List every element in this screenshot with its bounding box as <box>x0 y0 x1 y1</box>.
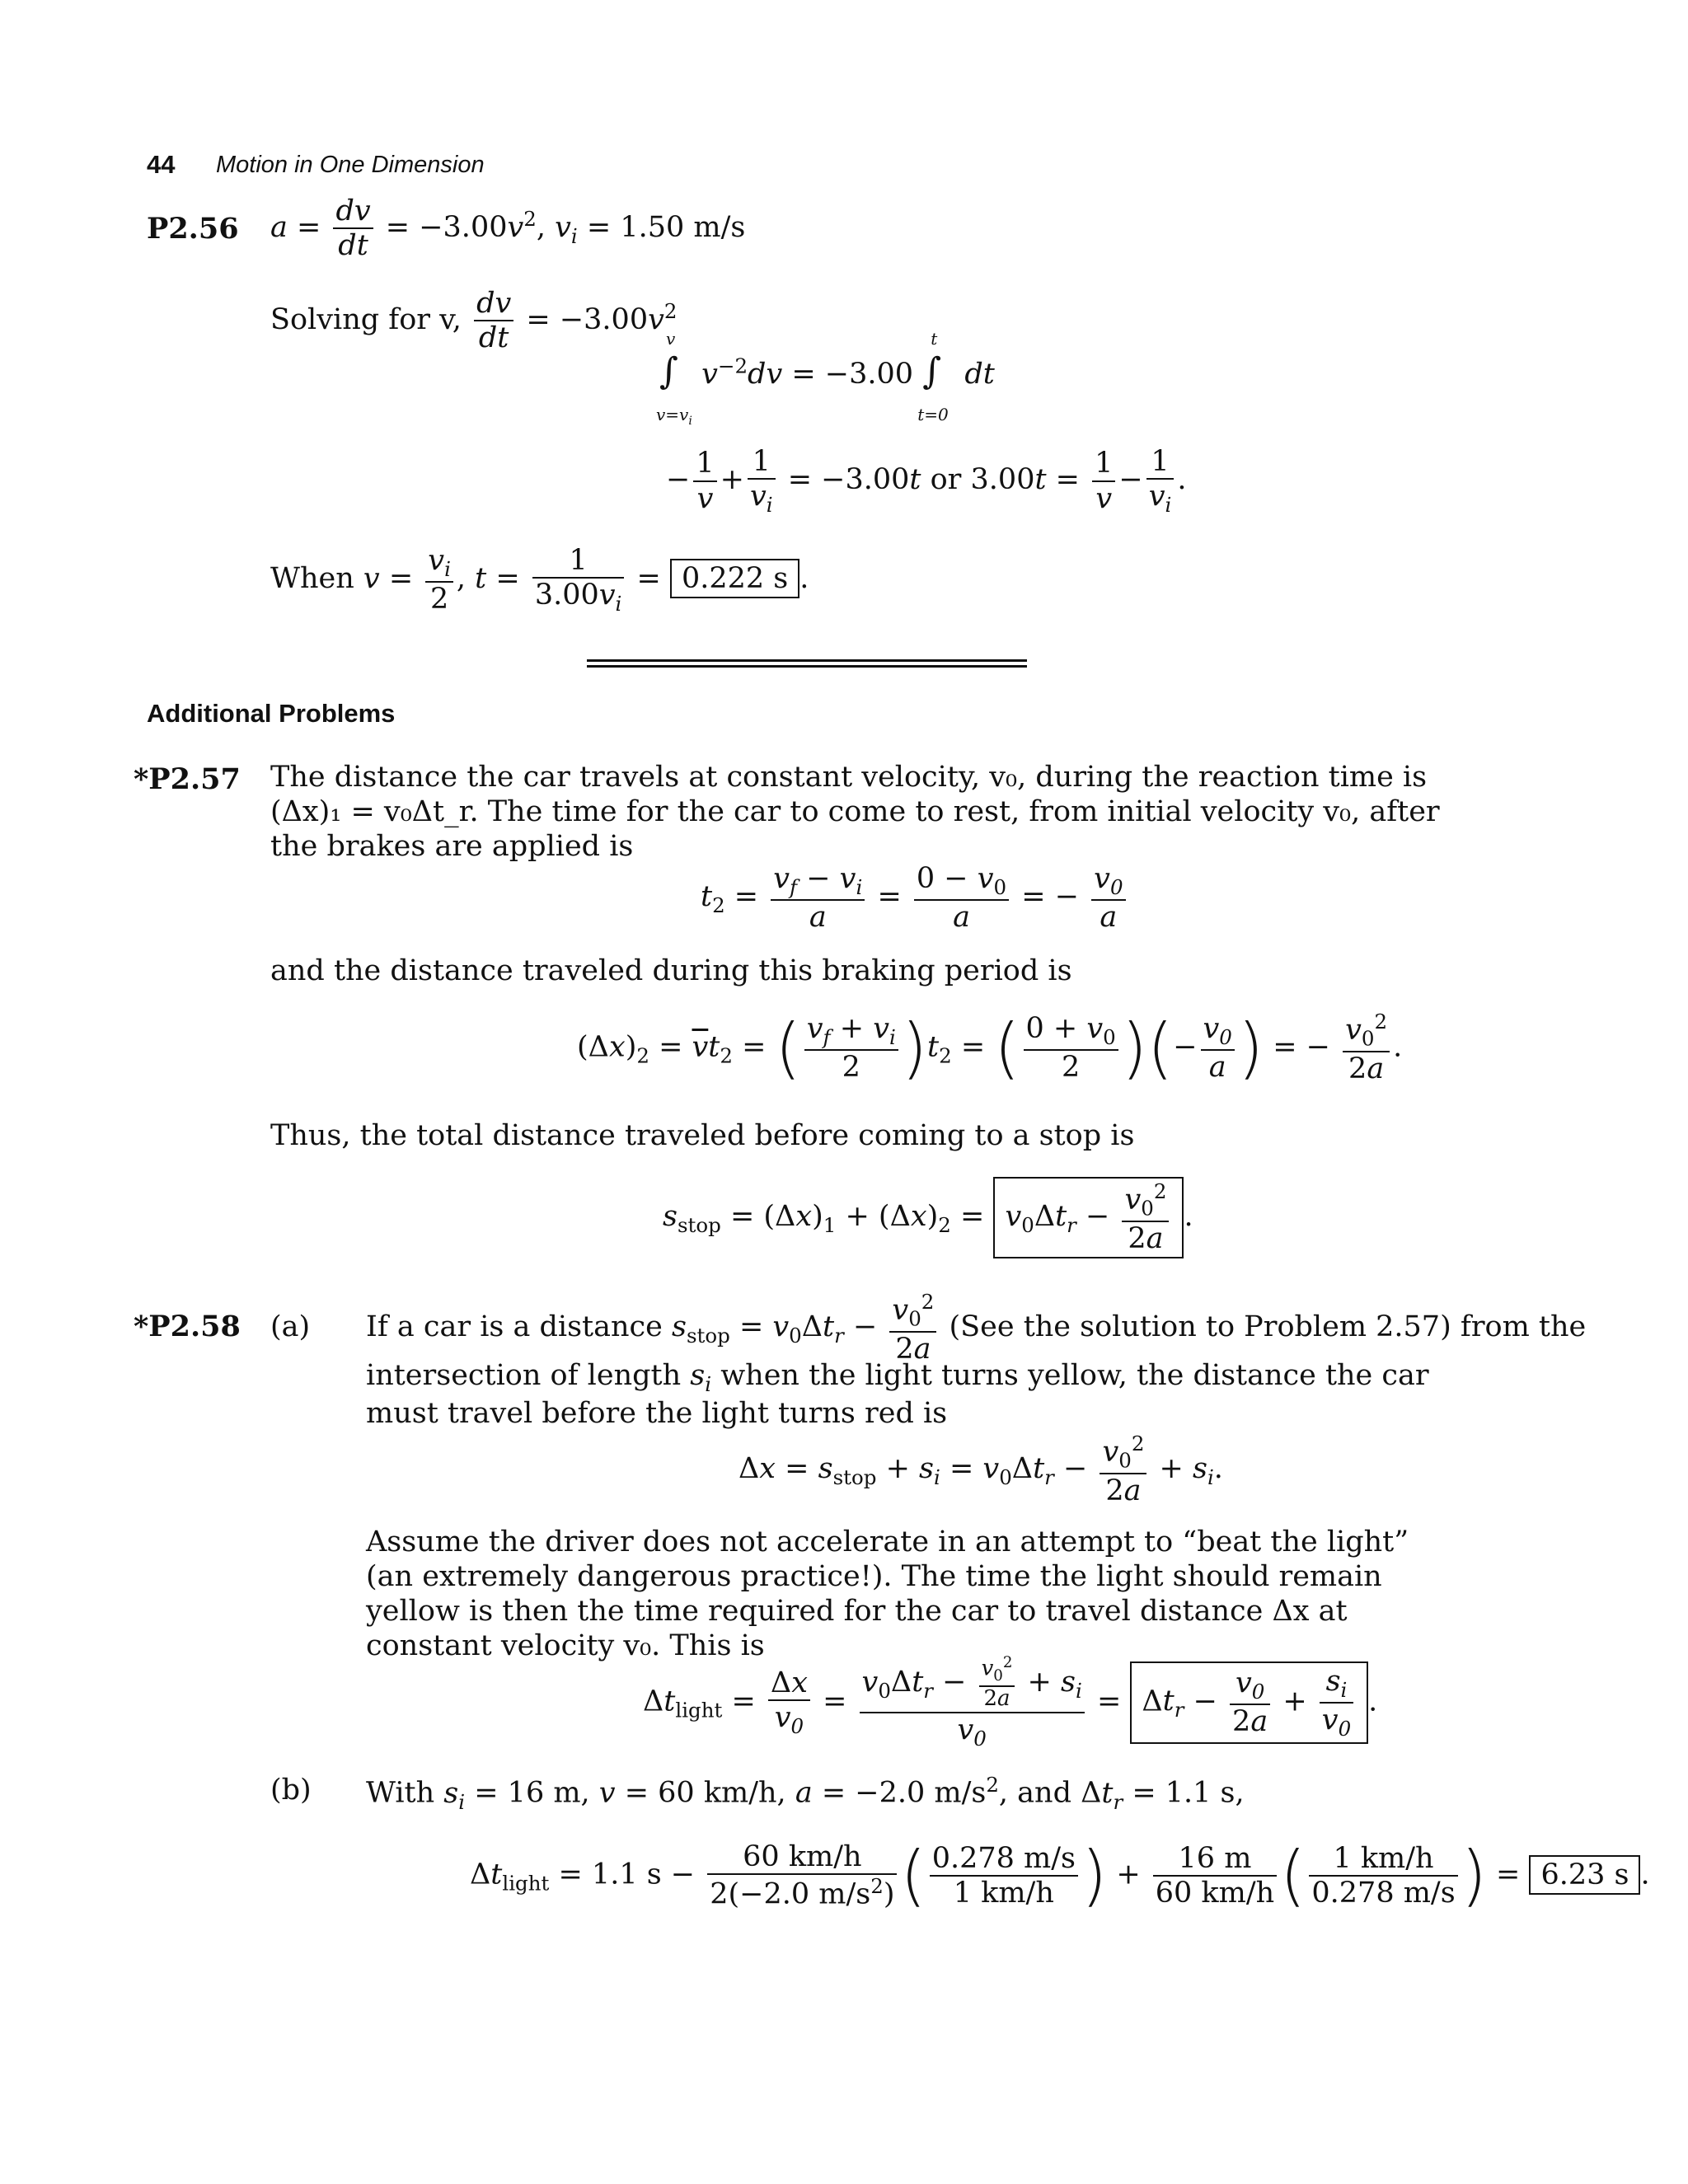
p256-answer-box: 0.222 s <box>670 559 799 598</box>
problem-label-p2-56: P2.56 <box>147 212 239 246</box>
p256-when-line: When v = $\frac{v_i}{2}$ , t = $\frac{1}{3.00v_i}$ = 0.222 s . <box>270 544 809 616</box>
p258-answer-b-box: 6.23 s <box>1529 1855 1640 1895</box>
p258-equation-a1: $\Delta x = s_{stop} + s_i = v_0\Delta t_r$ − $\frac{v_0^2}{2a}$ + $s_i$. <box>738 1432 1223 1507</box>
p258-equation-b: $\Delta t_{light} = 1.1$ s − $\frac{60 km/h}{2(-2.0 m/s^2)}$ ( $\frac{0.278 m/s}{1 km/h}$ ) + $\frac{16 m}{60 km/h}$ ( $\frac{1 km/h}{0.278 m/s}$ ) = 6.23 s . <box>470 1837 1650 1914</box>
section-title: Additional Problems <box>147 699 396 728</box>
p258-part-b-label: (b) <box>270 1774 312 1807</box>
section-divider-bottom <box>587 665 1027 668</box>
problem-label-p2-57: *P2.57 <box>134 762 241 796</box>
p256-when-text: When <box>270 562 354 596</box>
problem-label-p2-58: *P2.58 <box>134 1310 241 1343</box>
p258-text-a1-line1: If a car is a distance $s_{stop} = v_0\Delta t_r$ − $\frac{v_0^2}{2a}$ (See the solution to Problem 2.57) from the <box>366 1290 1587 1366</box>
p258-part-a-label: (a) <box>270 1310 311 1343</box>
p256-solving-text: Solving for v, <box>270 302 462 336</box>
p257-answer-box: $v_0\Delta t_r$ − $\frac{v_0^2}{2a}$ <box>993 1177 1184 1258</box>
p258-text-b: With $s_i = 16$ m, v = 60 km/h, a = −2.0 $m/s^2$, and $\Delta t_r = 1.1$ s, <box>366 1773 1245 1814</box>
page-number: 44 <box>147 150 176 179</box>
running-title: Motion in One Dimension <box>216 152 485 178</box>
p256-given-equation: a = $\frac{dv}{dt}$ = $-3.00v^2$, $v_i = 1.50$ m/s <box>270 194 746 263</box>
p257-equation-2: $(\Delta x)_2 = \overline{v}t_2$ = ( $\frac{v_f + v_i}{2}$ )$t_2$ = ( $\frac{0 + v_0}{2}$ )(− $\frac{v_0}{a}$ ) = − $\frac{v_0^2}{2a}$ . <box>577 1010 1403 1086</box>
section-divider-top <box>587 659 1027 662</box>
p257-equation-3: $s_{stop} = (\Delta x)_1 + (\Delta x)_2 = v_0\Delta t_r$ − $\frac{v_0^2}{2a}$ . <box>663 1177 1193 1258</box>
p257-equation-1: $t_2$ = $\frac{v_f - v_i}{a}$ = $\frac{0 - v_0}{a}$ = − $\frac{v_0}{a}$ <box>701 862 1129 934</box>
p257-text-1: The distance the car travels at constant velocity, v₀, during the reaction time is (Δx)₁ = v₀Δt_r. The time for the car to come to rest, from initial velocity v₀, after the brakes are applied is <box>270 761 1440 863</box>
p257-text-2: and the distance traveled during this braking period is <box>270 954 1072 987</box>
p258-text-a1-rest: intersection of length $s_i$ when the light turns yellow, the distance the car must travel before the light turns red is <box>366 1359 1429 1431</box>
p256-integral-equation: v ∫ $v=v_i$ $v^{-2}dv = -3.00$ t ∫ t=0 dt <box>656 329 995 428</box>
p258-text-a2: Assume the driver does not accelerate in an attempt to “beat the light” (an extremely dangerous practice!). The time the light should remain yellow is then the time required for the car to travel distance Δx at constant velocity v₀. This is <box>366 1526 1409 1662</box>
p258-answer-a-box: $\Delta t_r$ − $\frac{v_0}{2a}$ + $\frac{s_i}{v_0}$ <box>1130 1661 1368 1744</box>
p257-text-3: Thus, the total distance traveled before coming to a stop is <box>270 1119 1135 1152</box>
p256-integrated-equation: − $\frac{1}{v}$ + $\frac{1}{v_i}$ = −3.00t or 3.00t = $\frac{1}{v}$ − $\frac{1}{v_i}$ . <box>666 445 1187 518</box>
p256-solving-line: Solving for v, $\frac{dv}{dt}$ = $-3.00v^2$ <box>270 287 678 355</box>
p258-equation-a2: $\Delta t_{light}$ = $\frac{\Delta x}{v_0}$ = $v_0\Delta t_r$ − $\frac{v_0^2}{2a}$ + $s_i$ $v_0$ = $\Delta t_r$ − $\frac{v_0}{2a}$ + $\frac{s_i}{v_0}$ . <box>643 1654 1378 1750</box>
